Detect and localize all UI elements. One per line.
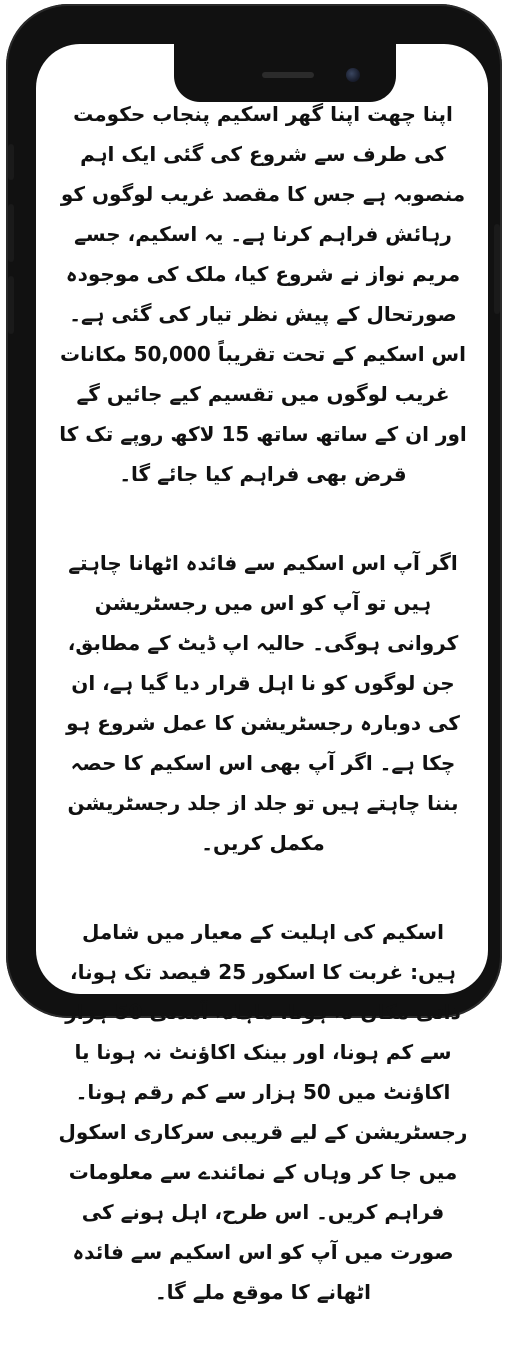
camera-icon xyxy=(346,68,360,82)
power-button xyxy=(494,224,500,314)
article-text xyxy=(58,94,468,1361)
volume-down-button xyxy=(8,276,14,334)
speaker-grille xyxy=(262,72,314,78)
phone-frame xyxy=(6,4,502,1304)
paragraph-scheme-intro: اپنا چھت اپنا گھر اسکیم پنجاب حکومت کی طرف سے شروع کی گئی ایک اہم منصوبہ ہے جس کا مقصد غریب لوگوں کو رہائش فراہم کرنا ہے۔ یہ اسکیم، جسے مریم نواز نے شروع کیا، ملک کی موجودہ صورتحال کے پیش نظر تیار کی گئی ہے۔ اس اسکیم کے تحت تقریباً 50,000 مکانات غریب لوگوں میں تقسیم کیے جائیں گے اور ان کے ساتھ ساتھ 15 لاکھ روپے تک کا قرض بھی فراہم کیا جائے گا۔ xyxy=(59,102,467,486)
silent-switch xyxy=(8,144,14,180)
volume-up-button xyxy=(8,204,14,262)
paragraph-registration: اگر آپ اس اسکیم سے فائدہ اٹھانا چاہتے ہیں تو آپ کو اس میں رجسٹریشن کروانی ہوگی۔ حالیہ اپ ڈیٹ کے مطابق، جن لوگوں کو نا اہل قرار دیا گیا ہے، ان کی دوبارہ رجسٹریشن کا عمل شروع ہو چکا ہے۔ اگر آپ بھی اس اسکیم کا حصہ بننا چاہتے ہیں تو جلد از جلد رجسٹریشن مکمل کریں۔ xyxy=(66,551,460,855)
phone-screen xyxy=(36,44,488,1304)
paragraph-eligibility: اسکیم کی اہلیت کے معیار میں شامل ہیں: غربت کا اسکور 25 فیصد تک ہونا، ذاتی مکان نہ ہونا، ماہانہ آمدنی 50 ہزار سے کم ہونا، اور بینک اکاؤنٹ نہ ہونا یا اکاؤنٹ میں 50 ہزار سے کم رقم ہونا۔ رجسٹریشن کے لیے قریبی سرکاری اسکول میں جا کر وہاں کے نمائندے سے معلومات فراہم کریں۔ اس طرح، اہل ہونے کی صورت میں آپ کو اس اسکیم سے فائدہ اٹھانے کا موقع ملے گا۔ xyxy=(58,920,468,1304)
